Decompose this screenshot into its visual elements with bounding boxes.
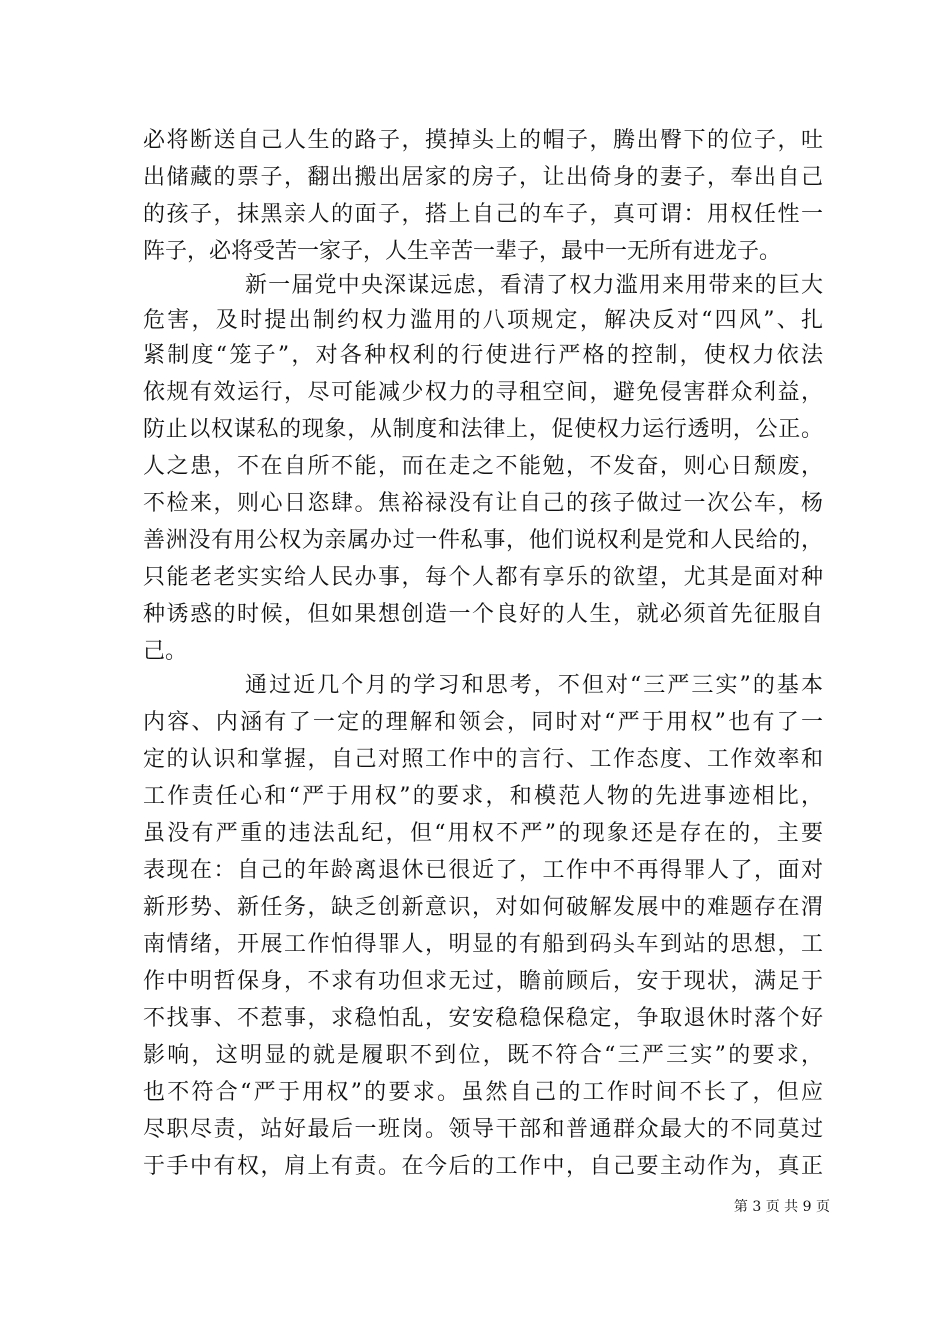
text-line: 新形势、新任务，缺乏创新意识，对如何破解发展中的难题存在渭: [143, 895, 823, 920]
text-line: 虽没有严重的违法乱纪，但“用权不严”的现象还是存在的，主要: [143, 821, 823, 846]
text-line: 阵子，必将受苦一家子，人生辛苦一辈子，最中一无所有进龙子。: [143, 239, 782, 264]
text-line: 南情绪，开展工作怕得罪人，明显的有船到码头车到站的思想，工: [143, 932, 823, 957]
text-line: 善洲没有用公权为亲属办过一件私事，他们说权利是党和人民给的，: [143, 528, 823, 553]
text-line: 人之患，不在自所不能，而在走之不能勉，不发奋，则心日颓废，: [143, 454, 823, 479]
paragraph-start-line: 新一届党中央深谋远虑，看清了权力滥用来用带来的巨大: [245, 273, 823, 298]
text-line: 内容、内涵有了一定的理解和领会，同时对“严于用权”也有了一: [143, 710, 823, 735]
text-line: 的孩子，抹黑亲人的面子，搭上自己的车子，真可谓：用权任性一: [143, 202, 823, 227]
text-line: 出储藏的票子，翻出搬出居家的房子，让出倚身的妻子，奉出自己: [143, 165, 823, 190]
text-line: 只能老老实实给人民办事，每个人都有享乐的欲望，尤其是面对种: [143, 565, 823, 590]
text-line: 作中明哲保身，不求有功但求无过，瞻前顾后，安于现状，满足于: [143, 969, 823, 994]
text-line: 己。: [143, 639, 188, 664]
text-line: 种诱惑的时候，但如果想创造一个良好的人生，就必须首先征服自: [143, 602, 823, 627]
text-line: 表现在：自己的年龄离退休已很近了，工作中不再得罪人了，面对: [143, 858, 823, 883]
text-line: 不找事、不惹事，求稳怕乱，安安稳稳保稳定，争取退休时落个好: [143, 1006, 823, 1031]
text-line: 也不符合“严于用权”的要求。虽然自己的工作时间不长了，但应: [143, 1080, 823, 1105]
text-line: 必将断送自己人生的路子，摸掉头上的帽子，腾出臀下的位子，吐: [143, 128, 823, 153]
text-line: 尽职尽责，站好最后一班岗。领导干部和普通群众最大的不同莫过: [143, 1117, 823, 1142]
text-line: 依规有效运行，尽可能减少权力的寻租空间，避免侵害群众利益，: [143, 380, 823, 405]
text-line: 紧制度“笼子”，对各种权利的行使进行严格的控制，使权力依法: [143, 343, 823, 368]
page-number-footer: 第 3 页 共 9 页: [733, 1199, 830, 1215]
text-line: 定的认识和掌握，自己对照工作中的言行、工作态度、工作效率和: [143, 747, 823, 772]
text-line: 影响，这明显的就是履职不到位，既不符合“三严三实”的要求，: [143, 1043, 823, 1068]
text-line: 于手中有权，肩上有责。在今后的工作中，自己要主动作为，真正: [143, 1154, 823, 1179]
text-line: 危害，及时提出制约权力滥用的八项规定，解决反对“四风”、扎: [143, 308, 823, 333]
text-line: 防止以权谋私的现象，从制度和法律上，促使权力运行透明，公正。: [143, 417, 823, 442]
paragraph-start-line: 通过近几个月的学习和思考，不但对“三严三实”的基本: [245, 673, 823, 698]
text-line: 不检来，则心日恣肆。焦裕禄没有让自己的孩子做过一次公车，杨: [143, 491, 823, 516]
text-line: 工作责任心和“严于用权”的要求，和模范人物的先进事迹相比，: [143, 784, 823, 809]
